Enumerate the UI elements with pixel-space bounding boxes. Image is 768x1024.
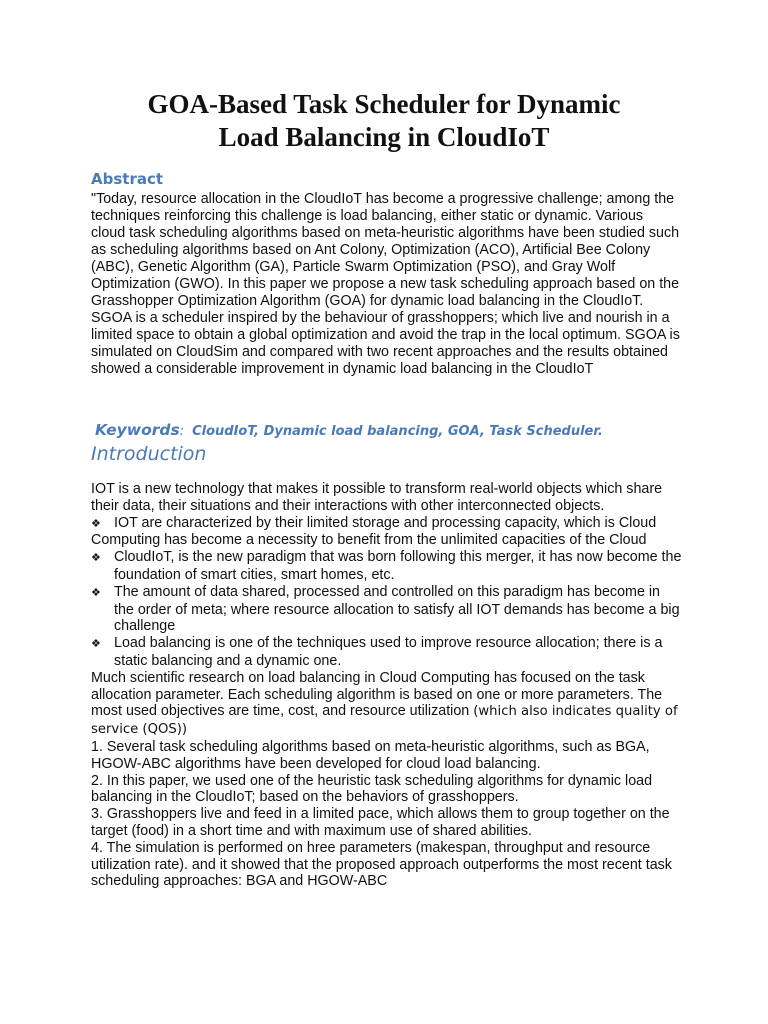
numbered-item-3: 3. Grasshoppers live and feed in a limited pace, which allows them to group together on the target (food) in a short time and with maximum use of shared abilities.: [91, 806, 670, 839]
numbered-item-2: 2. In this paper, we used one of the heuristic task scheduling algorithms for dynamic load balancing in the CloudIoT; based on the behaviors of grasshoppers.: [91, 772, 653, 806]
bullet-text-2: CloudIoT, is the new paradigm that was born following this merger, it has now become the foundation of smart cities, smart homes, etc.: [114, 549, 682, 583]
abstract-heading: Abstract: [91, 170, 164, 188]
bullet-text-3: The amount of data shared, processed and controlled on this paradigm has become in the order of meta; where resource allocation to satisfy all IOT demands has become a big challenge: [114, 583, 680, 635]
bullet-text-1: IOT are characterized by their limited storage and processing capacity, which is Cloud Computing has become a necessity to benefit from the unlimited capacities of the Cloud: [91, 514, 657, 549]
keywords-line: [95, 420, 603, 442]
bullet-item-2: [91, 549, 683, 584]
bullet-diamond-icon: ❖: [91, 638, 101, 651]
bullet-diamond-icon: ❖: [91, 586, 101, 599]
intro-paragraph-2-text: Much scientific research on load balancing in Cloud Computing has focused on the task allocation parameter. Each scheduling algorithm is based on one or more parameters. The most used objectives are time, cost, and resource utilization: [91, 669, 663, 720]
paper-title: [60, 88, 708, 154]
numbered-item-1: 1. Several task scheduling algorithms based on meta-heuristic algorithms, such as BGA, HGOW-ABC algorithms have been developed for cloud load balancing.: [91, 738, 650, 772]
bullet-item-1: [91, 515, 683, 550]
intro-paragraph-2: [91, 670, 683, 739]
title-line-2: Load Balancing in CloudIoT: [218, 122, 550, 152]
numbered-item-4: 4. The simulation is performed on hree parameters (makespan, throughput and resource utilization rate). and it showed that the proposed approach outperforms the most recent task scheduling approaches: BGA and HGOW-ABC: [91, 839, 672, 890]
abstract-text: "Today, resource allocation in the CloudIoT has become a progressive challenge; among the techniques reinforcing this challenge is load balancing, either static or dynamic. Various cloud task scheduling algorithms based on meta-heuristic algorithms have been studied such as scheduling algorithms based on Ant Colony, Optimization (ACO), Artificial Bee Colony (ABC), Genetic Algorithm (GA), Particle Swarm Optimization (PSO), and Gray Wolf Optimization (GWO). In this paper we propose a new task scheduling approach based on the Grasshopper Optimization Algorithm (GOA) for dynamic load balancing in the CloudIoT. SGOA is a scheduler inspired by the behaviour of grasshoppers; which live and nourish in a limited space to obtain a global optimization and avoid the trap in the local optimum. SGOA is simulated on CloudSim and compared with two recent approaches and the results obtained showed a considerable improvement in dynamic load balancing in the CloudIoT: [91, 191, 680, 377]
title-line-1: GOA-Based Task Scheduler for Dynamic: [147, 89, 621, 119]
keywords-label: Keywords: [95, 421, 180, 439]
bullet-item-3: [91, 584, 683, 635]
keywords-colon: :: [179, 424, 185, 439]
keywords-list: CloudIoT, Dynamic load balancing, GOA, Task Scheduler.: [192, 424, 603, 439]
introduction-body: [91, 481, 683, 890]
bullet-diamond-icon: ❖: [91, 552, 101, 565]
bullet-item-4: [91, 635, 683, 670]
introduction-heading: Introduction: [91, 443, 207, 465]
bullet-diamond-icon: ❖: [91, 517, 101, 530]
intro-paragraph-1: IOT is a new technology that makes it possible to transform real-world objects which share their data, their situations and their interactions with other interconnected objects.: [91, 481, 663, 514]
intro-paragraph-2-qos: (which also indicates quality of service (QOS)): [91, 704, 678, 738]
bullet-text-4: Load balancing is one of the techniques used to improve resource allocation; there is a static balancing and a dynamic one.: [114, 635, 663, 669]
